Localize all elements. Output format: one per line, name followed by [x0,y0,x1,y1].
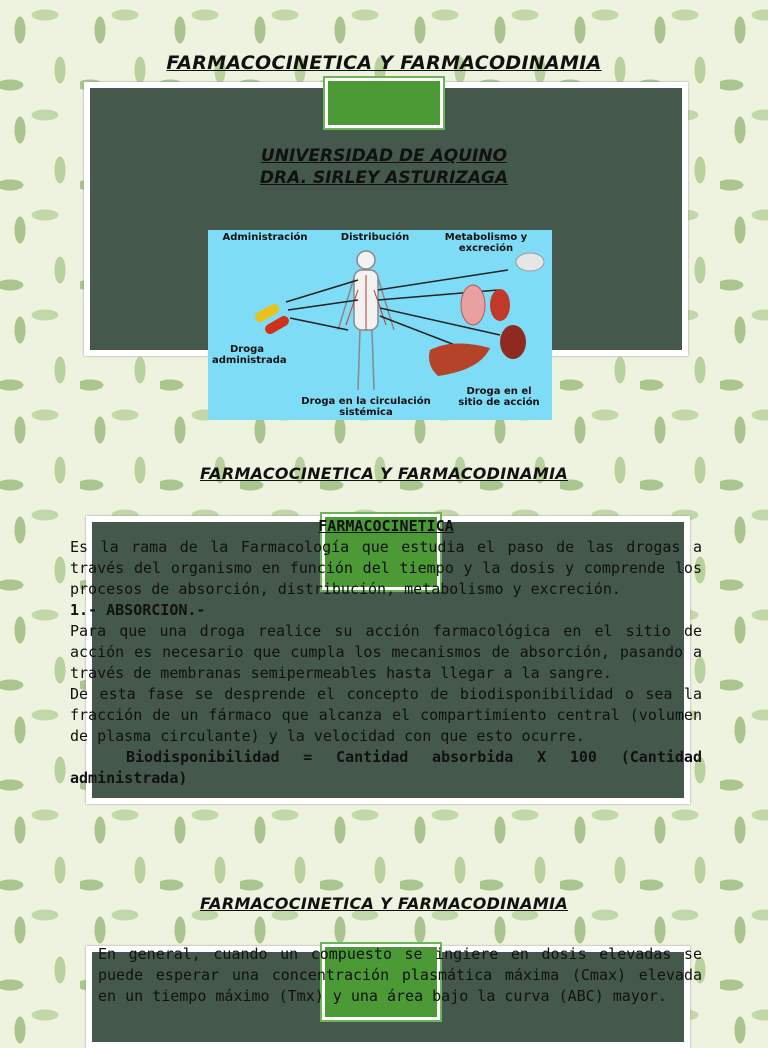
slide-2-title: FARMACOCINETICA Y FARMACODINAMIA [199,464,569,483]
label-metabolismo: Metabolismo y excreción [444,232,528,254]
formula-biodisponibilidad: Biodisponibilidad = Cantidad absorbida X 100 (Cantidad administrada) [70,748,702,787]
kidney-icon [500,325,526,359]
label-droga-administrada: Droga administrada [212,344,287,366]
heart-icon [490,289,510,321]
slide-3-body [98,944,702,1007]
label-administracion: Administración [222,232,308,243]
paragraph-cmax: En general, cuando un compuesto se ingiere en dosis elevadas se puede esperar una concentración plasmática máxima (Cmax) elevada en un tiempo máximo (Tmx) y una área bajo la curva (ABC) mayor. [98,945,702,1005]
slide-3-title: FARMACOCINETICA Y FARMACODINAMIA [199,894,569,913]
paragraph-definition: Es la rama de la Farmacología que estudia el paso de las drogas a través del organismo en función del tiempo y la dosis y comprende los procesos de absorción, distribución, metabolismo y excreción. [70,538,702,598]
label-sitio-accion: Droga en el sitio de acción [458,386,540,408]
label-circulacion: Droga en la circulación sistémica [301,396,431,418]
heading-absorcion: 1.- ABSORCION.- [70,601,206,619]
lungs-icon [461,285,485,325]
slide-1-title: FARMACOCINETICA Y FARMACODINAMIA [166,52,602,74]
pharmacokinetics-diagram [208,230,552,420]
slide-2-body [70,516,702,789]
university-name: UNIVERSIDAD DE AQUINO [260,146,508,166]
author-name: DRA. SIRLEY ASTURIZAGA [259,168,509,188]
pill-icon [253,302,291,336]
paragraph-absorcion: Para que una droga realice su acción farmacológica en el sitio de acción es necesario que cumpla los mecanismos de absorción, pasando a través de membranas semipermeables hasta llegar a la sangre. [70,622,702,682]
label-distribucion: Distribución [340,232,410,243]
brain-icon [516,253,544,271]
heading-farmacocinetica: FARMACOCINETICA [318,517,454,535]
slide-1-tab [325,78,443,128]
liver-icon [429,343,490,376]
paragraph-biodisponibilidad: De esta fase se desprende el concepto de biodisponibilidad o sea la fracción de un fármaco que alcanza el compartimiento central (volumen de plasma circulante) y la velocidad con que esto ocurre. [70,685,702,745]
